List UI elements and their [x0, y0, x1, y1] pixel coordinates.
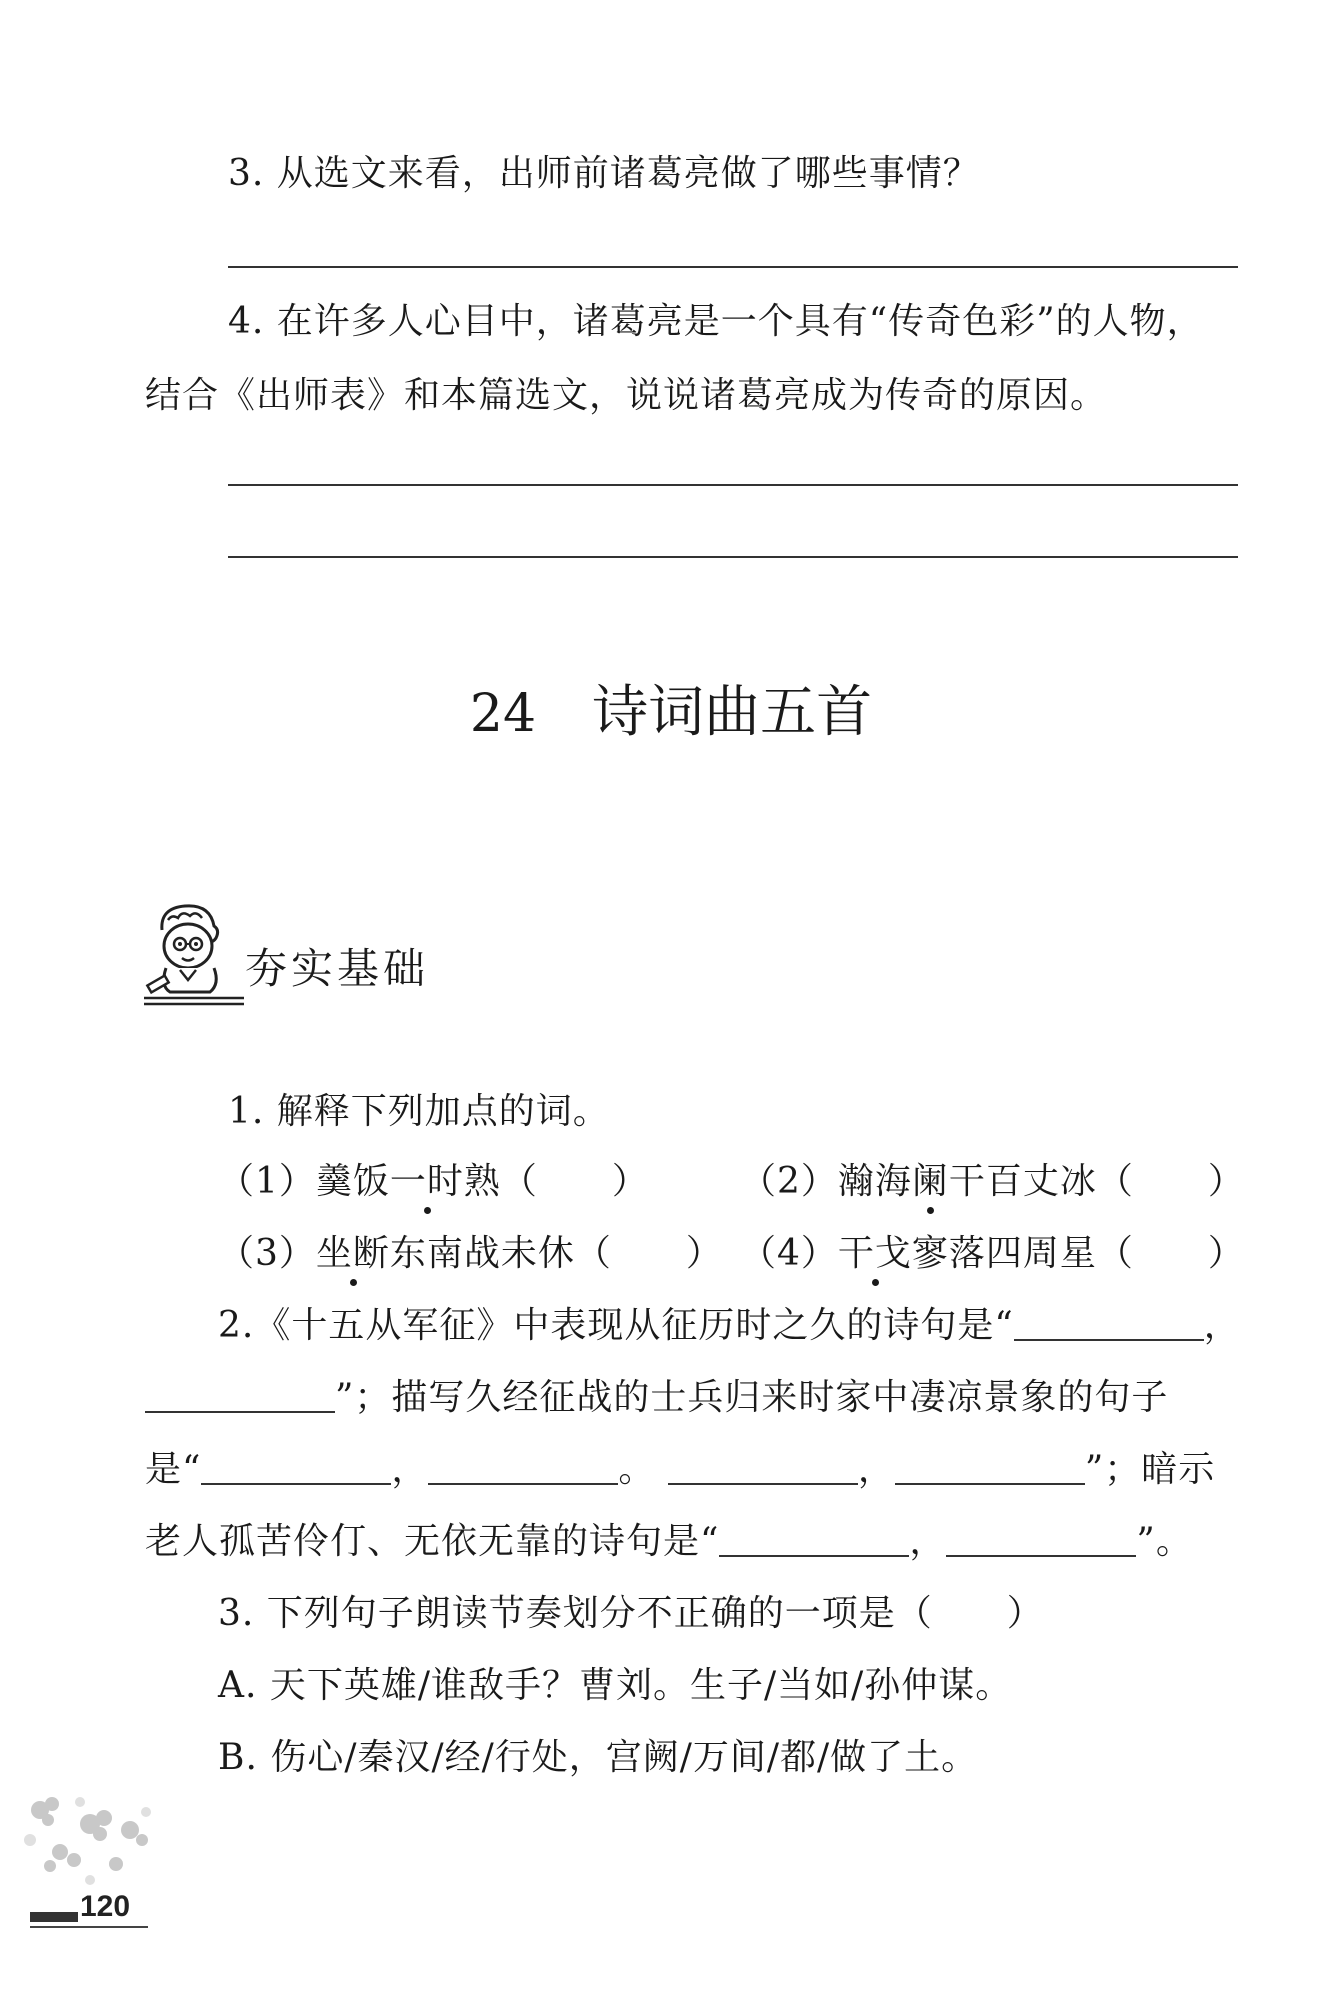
question-1-item-4: [740, 1232, 1245, 1276]
question-text: ”；描写久经征战的士兵归来时家中凄凉景象的句子: [335, 1377, 1169, 1418]
question-text: 2.《十五从军征》中表现从征历时之久的诗句是“: [218, 1305, 1014, 1346]
question-text: ”；暗示: [1084, 1449, 1216, 1490]
item-text: （1）羹饭: [218, 1161, 390, 1202]
page-number: 120: [80, 1890, 131, 1923]
dotted-word: 干戈: [837, 1233, 912, 1274]
fill-blank[interactable]: [428, 1449, 618, 1485]
question-2-line-2: [145, 1376, 1168, 1420]
question-text: 老人孤苦伶仃、无依无靠的诗句是“: [145, 1521, 720, 1562]
fill-blank[interactable]: [668, 1449, 858, 1485]
item-text: 寥落四周星（ ）: [911, 1233, 1245, 1274]
item-text: （4）: [740, 1233, 838, 1274]
punctuation: ，: [857, 1449, 895, 1490]
section-label: 夯实基础: [245, 944, 430, 993]
question-1-item-2: [740, 1160, 1245, 1204]
punctuation: 。: [618, 1449, 656, 1490]
dotted-word: 一时: [389, 1161, 464, 1202]
question-1-item-1: [218, 1160, 649, 1204]
lesson-title: [0, 678, 1342, 749]
student-cartoon-icon: [140, 900, 250, 1010]
question-4-previous-line1: 4. 在许多人心目中，诸葛亮是一个具有“传奇色彩”的人物，: [228, 301, 1204, 342]
item-text: （3）: [218, 1233, 316, 1274]
question-3-stem: 3. 下列句子朗读节奏划分不正确的一项是（ ）: [218, 1593, 1044, 1634]
page-number-bar: [30, 1912, 78, 1922]
question-text: ”。: [1136, 1521, 1193, 1562]
question-2-line-1: [218, 1304, 1241, 1348]
fill-blank[interactable]: [201, 1449, 391, 1485]
answer-line[interactable]: [228, 266, 1238, 268]
punctuation: ，: [391, 1449, 429, 1490]
section-header: [140, 900, 440, 1010]
question-1-stem: 1. 解释下列加点的词。: [228, 1091, 610, 1132]
answer-line[interactable]: [228, 484, 1238, 486]
fill-blank[interactable]: [895, 1449, 1085, 1485]
lesson-title-text: 诗词曲五首: [592, 680, 873, 745]
item-text: （2）瀚海: [740, 1161, 912, 1202]
dotted-word: 坐断: [315, 1233, 390, 1274]
dotted-word: 阑: [911, 1161, 949, 1202]
question-2-line-4: [145, 1520, 1193, 1564]
question-3-option-a[interactable]: A. 天下英雄/谁敌手？曹刘。生子/当如/孙仲谋。: [218, 1665, 1013, 1706]
fill-blank[interactable]: [719, 1521, 909, 1557]
fill-blank[interactable]: [946, 1521, 1136, 1557]
question-1-item-3: [218, 1232, 723, 1276]
item-text: 干百丈冰（ ）: [948, 1161, 1245, 1202]
punctuation: ，: [1203, 1305, 1241, 1346]
question-text: 是“: [145, 1449, 202, 1490]
fill-blank[interactable]: [145, 1377, 335, 1413]
punctuation: ，: [909, 1521, 947, 1562]
answer-line[interactable]: [228, 556, 1238, 558]
flower-decoration-icon: [20, 1790, 160, 1900]
fill-blank[interactable]: [1014, 1305, 1204, 1341]
page-number-underline: [30, 1926, 148, 1928]
question-2-line-3: [145, 1448, 1215, 1492]
question-3-previous: 3. 从选文来看，出师前诸葛亮做了哪些事情？: [228, 153, 980, 194]
question-4-previous-line2: 结合《出师表》和本篇选文，说说诸葛亮成为传奇的原因。: [145, 375, 1108, 416]
item-text: 熟（ ）: [463, 1161, 649, 1202]
item-text: 东南战未休（ ）: [389, 1233, 723, 1274]
lesson-number: 24: [469, 684, 537, 744]
question-3-option-b[interactable]: B. 伤心/秦汉/经/行处，宫阙/万间/都/做了土。: [218, 1737, 979, 1778]
